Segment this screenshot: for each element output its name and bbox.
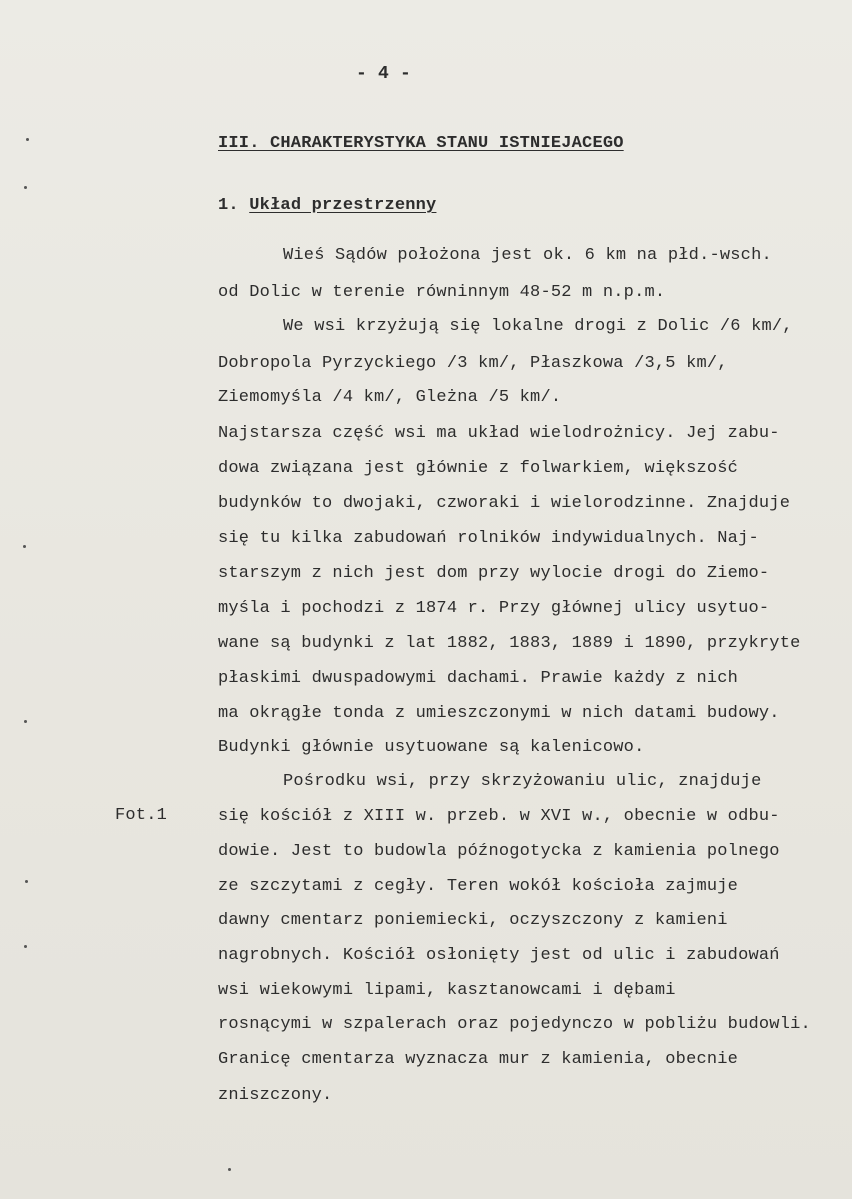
text-line: zniszczony. [218,1086,333,1105]
scan-speck [24,186,27,189]
scan-speck [25,880,28,883]
text-line: We wsi krzyżują się lokalne drogi z Dolic /6 km/, [283,317,793,336]
text-line: starszym z nich jest dom przy wylocie drogi do Ziemo- [218,564,770,583]
text-line: dowie. Jest to budowla późnogotycka z kamienia polnego [218,842,780,861]
scan-speck [24,945,27,948]
text-line: Budynki głównie usytuowane są kalenicowo. [218,738,645,757]
text-line: Granicę cmentarza wyznacza mur z kamienia, obecnie [218,1050,739,1069]
chapter-heading: III. CHARAKTERYSTYKA STANU ISTNIEJACEGO [218,134,624,153]
text-line: dawny cmentarz poniemiecki, oczyszczony z kamieni [218,911,728,930]
section-title: Układ przestrzenny [249,196,437,215]
section-number: 1. [218,196,239,215]
text-line: dowa związana jest głównie z folwarkiem, większość [218,459,739,478]
section-heading [218,196,436,216]
text-line: się tu kilka zabudowań rolników indywidualnych. Naj- [218,529,759,548]
text-line: od Dolic w terenie równinnym 48-52 m n.p.m. [218,283,666,302]
scan-speck [228,1168,231,1171]
text-line: budynków to dwojaki, czworaki i wielorodzinne. Znajduje [218,494,791,513]
text-line: ma okrągłe tonda z umieszczonymi w nich datami budowy. [218,704,780,723]
text-line: rosnącymi w szpalerach oraz pojedynczo w pobliżu budowli. [218,1015,811,1034]
scan-speck [24,720,27,723]
text-line: Najstarsza część wsi ma układ wielodrożnicy. Jej zabu- [218,424,780,443]
text-line: się kościół z XIII w. przeb. w XVI w., obecnie w odbu- [218,807,780,826]
text-line: myśla i pochodzi z 1874 r. Przy głównej ulicy usytuo- [218,599,770,618]
text-line: ze szczytami z cegły. Teren wokół kościoła zajmuje [218,877,739,896]
scan-speck [26,138,29,141]
margin-photo-reference: Fot.1 [115,806,168,825]
text-line: Pośrodku wsi, przy skrzyżowaniu ulic, znajduje [283,772,762,791]
text-line: Ziemomyśla /4 km/, Gleżna /5 km/. [218,388,562,407]
text-line: Wieś Sądów położona jest ok. 6 km na płd.-wsch. [283,246,772,265]
text-line: Dobropola Pyrzyckiego /3 km/, Płaszkowa /3,5 km/, [218,354,728,373]
scan-speck [23,545,26,548]
text-line: płaskimi dwuspadowymi dachami. Prawie każdy z nich [218,669,739,688]
page-number: - 4 - [356,64,412,84]
text-line: wane są budynki z lat 1882, 1883, 1889 i 1890, przykryte [218,634,801,653]
text-line: wsi wiekowymi lipami, kasztanowcami i dębami [218,981,676,1000]
text-line: nagrobnych. Kościół osłonięty jest od ulic i zabudowań [218,946,780,965]
